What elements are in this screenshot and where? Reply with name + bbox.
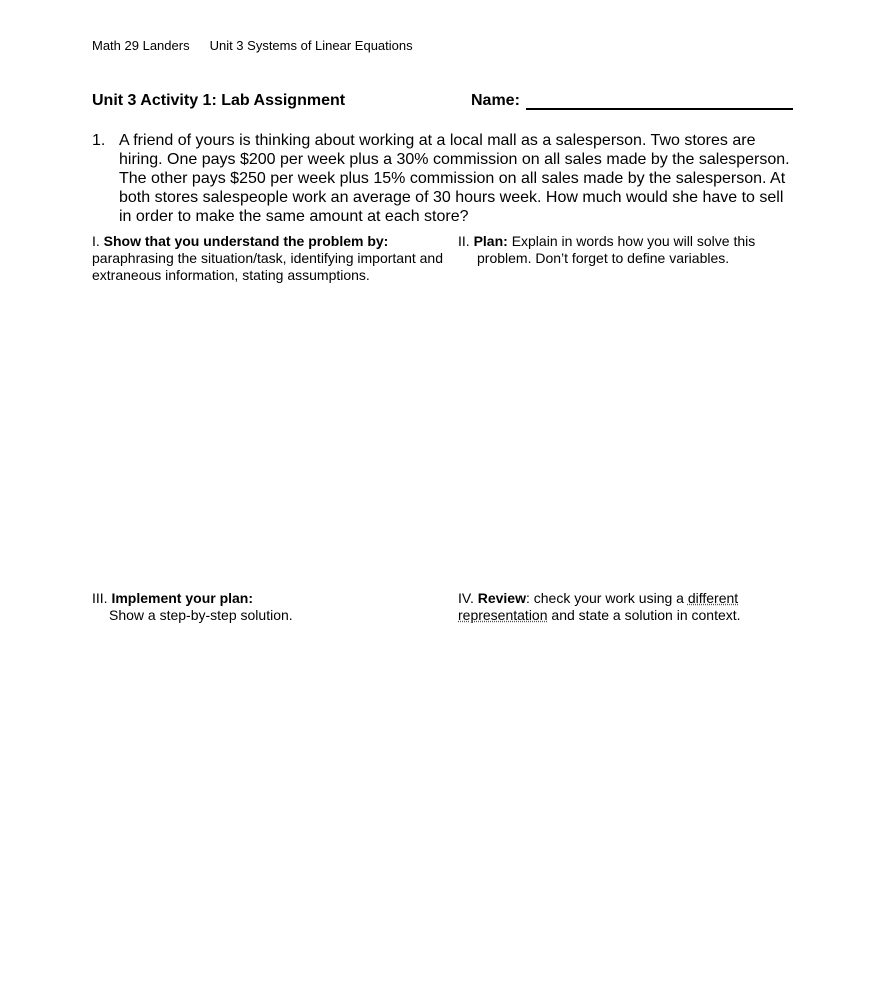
section-implement xyxy=(92,590,392,624)
page-title: Unit 3 Activity 1: Lab Assignment xyxy=(92,92,346,109)
unit-label: Unit 3 Systems of Linear Equations xyxy=(209,38,413,53)
section-review xyxy=(458,590,788,624)
problem-text: A friend of yours is thinking about working at a local mall as a salesperson. Two stores are hiring. One pays $200 per week plus a 30% commission on all sales made by the salesperson. The other pays $250 per week plus 15% commission on all sales made by the salesperson. At both stores salespeople work an average of 30 hours week. How much would she have to sell in order to make the same amount at each store? xyxy=(119,132,790,225)
section-body-post: and state a solution in context. xyxy=(547,607,741,623)
section-numeral: III. xyxy=(92,590,108,606)
section-heading: Review xyxy=(477,590,526,606)
section-understand xyxy=(92,233,444,284)
section-numeral: I. xyxy=(92,233,100,249)
section-numeral: IV. xyxy=(458,590,474,606)
section-body-rest: problem. Don’t forget to define variables. xyxy=(477,250,730,266)
page-header xyxy=(92,38,413,53)
problem-number: 1. xyxy=(92,132,106,149)
name-label: Name: xyxy=(471,92,520,109)
section-body-link-representation: representation xyxy=(458,607,548,623)
section-body-first: Explain in words how you will solve this xyxy=(511,233,756,249)
section-body-link-different: different xyxy=(687,590,739,606)
section-heading: Implement your plan: xyxy=(111,590,254,606)
section-heading: Show that you understand the problem by: xyxy=(103,233,389,249)
name-blank-line xyxy=(526,108,793,110)
section-heading: Plan: xyxy=(473,233,508,249)
section-body: Show a step-by-step solution. xyxy=(109,607,293,623)
section-numeral: II. xyxy=(458,233,470,249)
section-body-pre: : check your work using a xyxy=(525,590,688,606)
section-plan xyxy=(458,233,788,267)
course-label: Math 29 Landers xyxy=(92,38,190,53)
section-body: paraphrasing the situation/task, identifying important and extraneous information, stating assumptions. xyxy=(92,250,443,283)
